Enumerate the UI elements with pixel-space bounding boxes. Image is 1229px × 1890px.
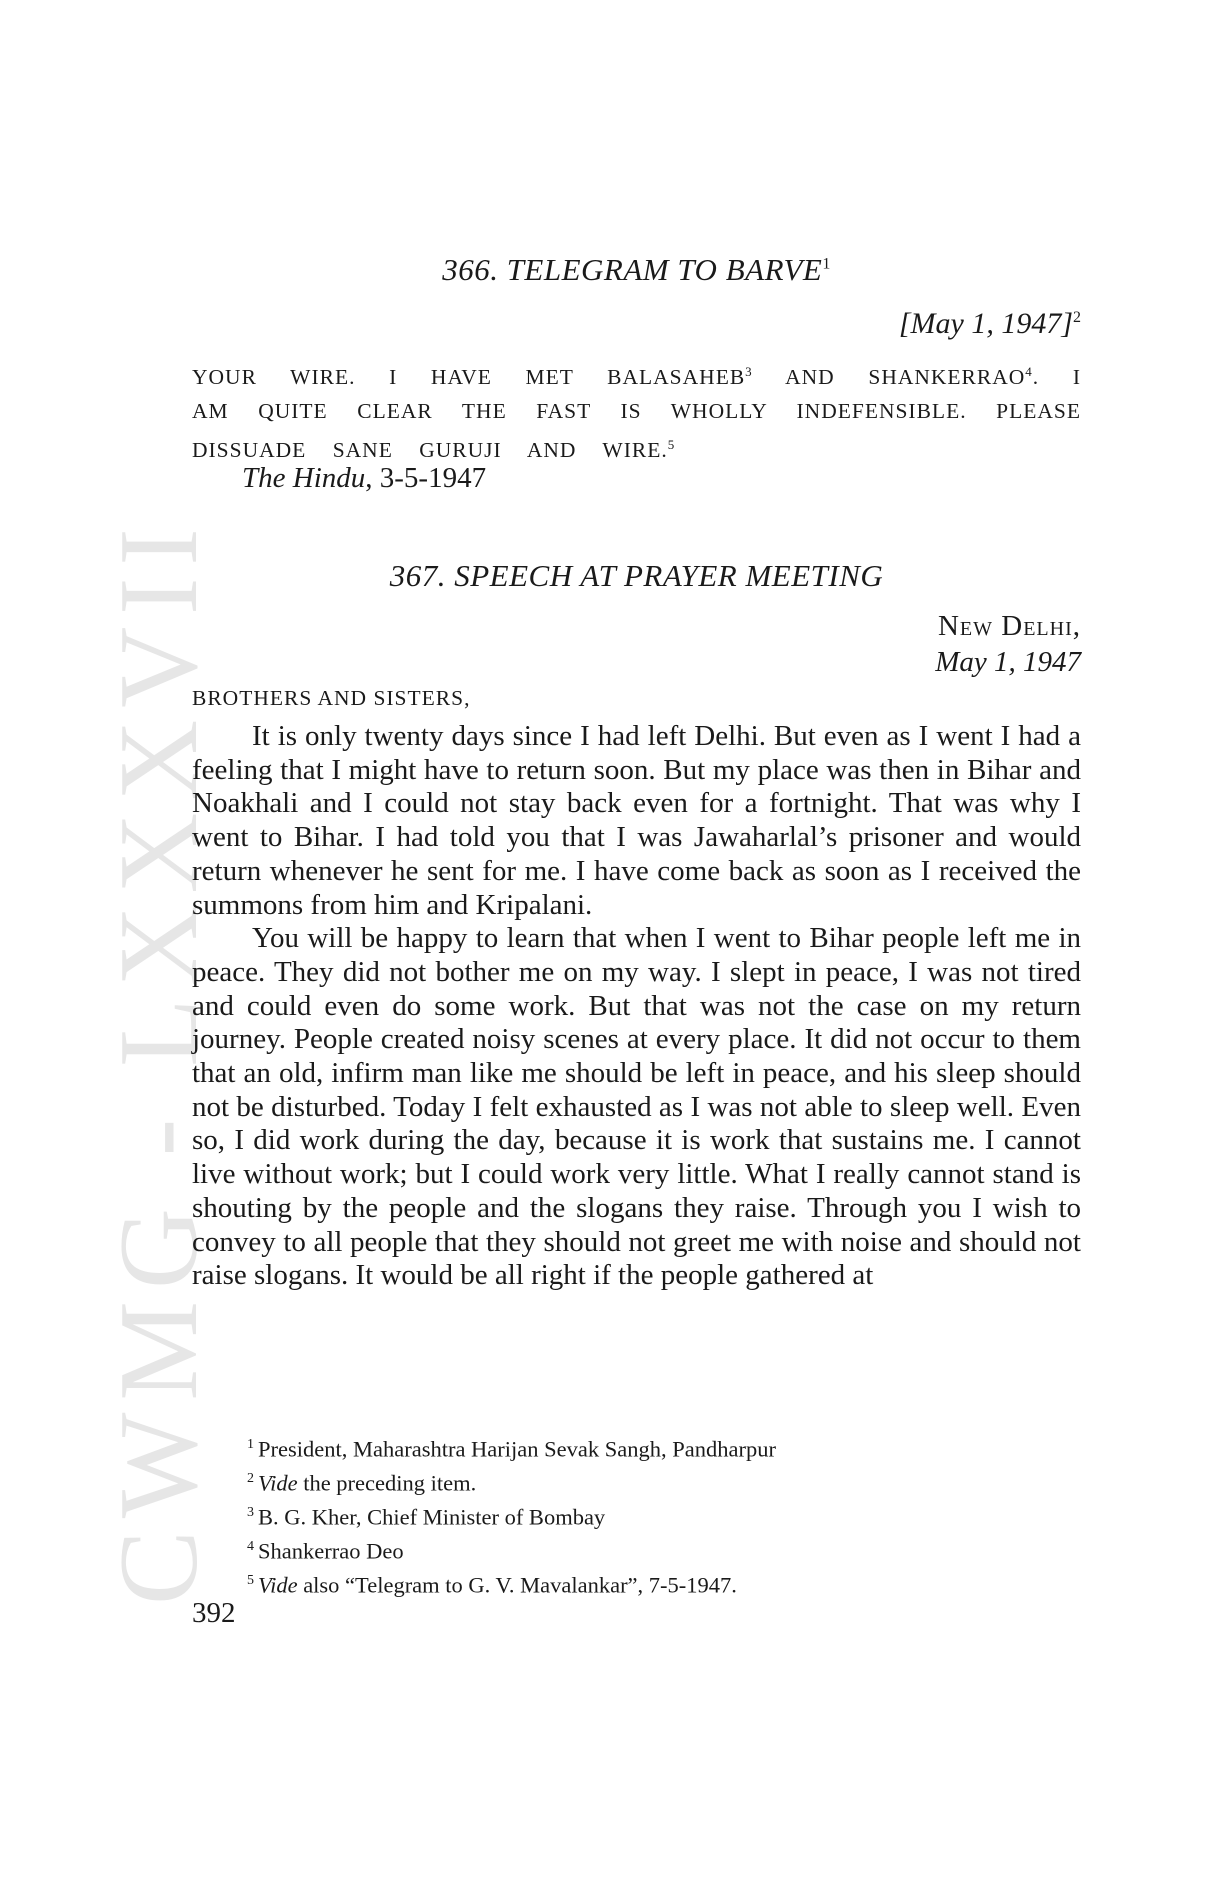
source-date: , 3-5-1947 xyxy=(365,462,487,494)
footnote: $^1$ President, Maharashtra Harijan Sevak Sangh, Pandharpur xyxy=(247,1436,776,1462)
page-number: 392 xyxy=(192,1597,236,1629)
source-citation xyxy=(242,462,486,495)
source-title: The Hindu xyxy=(242,462,366,494)
speech-place: New Delhi, xyxy=(937,610,1081,642)
speech-heading: 367. SPEECH AT PRAYER MEETING xyxy=(389,558,884,593)
footnote: $^5$ Vide also “Telegram to G. V. Mavalankar”, 7-5-1947. xyxy=(247,1572,737,1598)
telegram-line: AM QUITE CLEAR THE FAST IS WHOLLY INDEFENSIBLE. PLEASE xyxy=(192,398,1081,423)
footnote-ref: 2 xyxy=(1073,309,1081,326)
telegram-date: [May 1, 1947]$^2$ xyxy=(898,307,1081,340)
telegram-heading: 366. TELEGRAM TO BARVE$^1$ xyxy=(442,252,831,287)
footnote-ref: 5 xyxy=(667,437,676,453)
footnote-ref: 1 xyxy=(822,255,831,273)
speech-date: May 1, 1947 xyxy=(935,646,1081,678)
footnote: $^3$ B. G. Kher, Chief Minister of Bombay xyxy=(247,1504,606,1530)
telegram-line: DISSUADE SANE GURUJI AND WIRE.$^5$ xyxy=(192,437,676,463)
paragraph: You will be happy to learn that when I went to Bihar people left me in peace. They did not bother me on my way. I slept in peace, I was not tired and could even do some work. But that was not the case on my return journey. People created noisy scenes at every place. It did not occur to them that an old, infirm man like me should be left in peace, and his sleep should not be disturbed. Today I felt exhausted as I was not able to sleep well. Even so, I did work during the day, because it is work that sustains me. I cannot live without work; but I could work very little. What I really cannot stand is shouting by the people and the slogans they raise. Through you I wish to convey to all people that they should not greet me with noise and should not raise slogans. It would be all right if the people gathered at xyxy=(192,922,1081,1292)
telegram-body xyxy=(192,355,1081,468)
footnote-ref: 4 xyxy=(1025,364,1033,379)
salutation: BROTHERS AND SISTERS, xyxy=(192,686,471,710)
footnotes xyxy=(247,1430,776,1600)
footnote: $^2$ Vide the preceding item. xyxy=(247,1470,477,1496)
footnote-ref: 3 xyxy=(745,364,753,379)
speech-body xyxy=(192,720,1081,1293)
watermark-text: CWMG - LXXXVII xyxy=(97,516,221,1605)
paragraph: It is only twenty days since I had left Delhi. But even as I went I had a feeling that I might have to return soon. But my place was then in Bihar and Noakhali and I could not stay back even for a fortnight. That was why I went to Bihar. I had told you that I was Jawaharlal’s prisoner and would return whenever he sent for me. I have come back as soon as I received the summons from him and Kripalani. xyxy=(192,720,1081,921)
footnote: $^4$ Shankerrao Deo xyxy=(247,1538,404,1564)
telegram-line: YOUR WIRE. I HAVE MET BALASAHEB$^3$ AND SHANKERRAO$^4$. I xyxy=(192,364,1081,390)
speech-dateline xyxy=(935,608,1081,680)
